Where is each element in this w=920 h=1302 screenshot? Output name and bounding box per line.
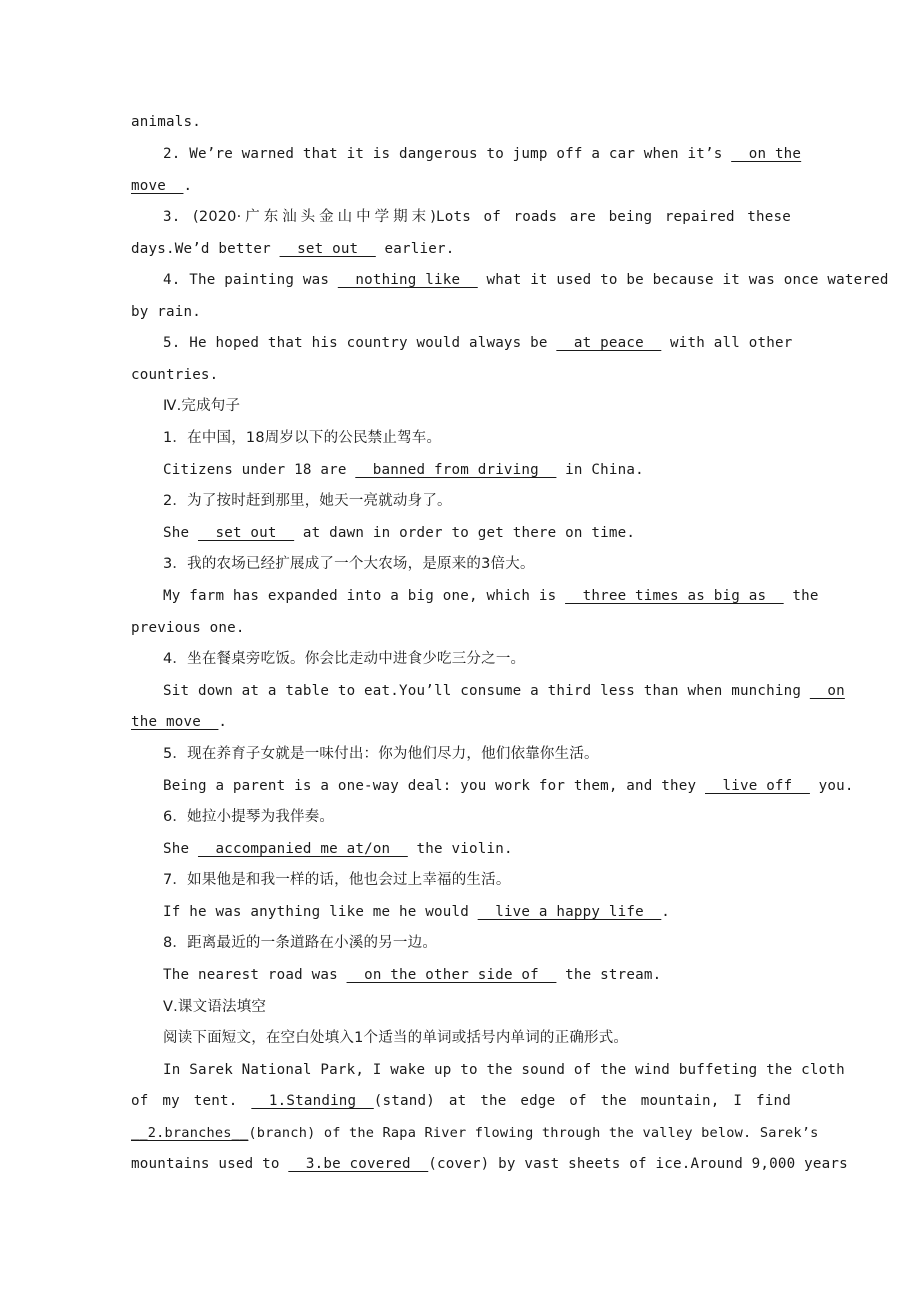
s4-item5-answer: __live off__ [705,778,810,794]
s4-item3-answer: __three times as big as__ [565,588,784,604]
blank-3: __3.be covered__ [288,1156,429,1172]
s4-item6-cn: 6．她拉小提琴为我伴奏。 [163,809,335,825]
q5-answer: __at peace__ [556,335,662,351]
s4-item8-en: The nearest road was __on the other side of__ the stream. [163,967,662,983]
q5-line2: countries. [131,367,219,383]
q4-line1: 4. The painting was __nothing like__ what it used to be because it was once watered [163,272,889,288]
s4-item6-en: She __accompanied me at/on__ the violin. [163,841,513,857]
q2-answer: __on the [731,146,802,162]
passage-line4: mountains used to __3.be covered__(cover) by vast sheets of ice.Around 9,000 years [131,1156,848,1172]
passage-line2: of my tent. __1.Standing__(stand) at the edge of the mountain, I find [131,1093,791,1109]
s4-item1-en: Citizens under 18 are __banned from driving__ in China. [163,462,644,478]
s4-item5-en: Being a parent is a one-way deal: you work for them, and they __live off__ you. [163,778,854,794]
s4-item3-en: My farm has expanded into a big one, which is __three times as big as__ the [163,588,819,604]
passage-line3: __2.branches__(branch) of the Rapa River flowing through the valley below. Sarek’s [131,1125,819,1141]
s4-item2-cn: 2．为了按时赶到那里，她天一亮就动身了。 [163,493,452,509]
q2-answer-cont: move__ [131,178,184,194]
section5-title: Ⅴ.课文语法填空 [163,999,267,1015]
s4-item6-answer: __accompanied me at/on__ [197,841,408,857]
s4-item8-cn: 8．距离最近的一条道路在小溪的另一边。 [163,935,438,951]
s4-item7-answer: __live a happy life__ [477,904,662,920]
s4-item7-cn: 7．如果他是和我一样的话，他也会过上幸福的生活。 [163,872,511,888]
q3-line1: 3. (2020·广东汕头金山中学期末)Lots of roads are being repaired these [163,209,791,225]
s4-item3-cn: 3．我的农场已经扩展成了一个大农场，是原来的3倍大。 [163,556,535,572]
passage-line1: In Sarek National Park, I wake up to the sound of the wind buffeting the cloth [163,1062,845,1078]
section4-title: Ⅳ.完成句子 [163,398,241,414]
q4-line2: by rain. [131,304,201,320]
s4-item8-answer: __on the other side of__ [346,967,557,983]
q2-line2: move__. [131,178,193,194]
s4-item4-answer: __on [809,683,845,699]
q4-answer: __nothing like__ [337,272,478,288]
s4-item2-en: She __set out__ at dawn in order to get there on time. [163,525,636,541]
s4-item3-en-line2: previous one. [131,620,245,636]
s4-item4-cn: 4．坐在餐桌旁吃饭。你会比走动中进食少吃三分之一。 [163,651,526,667]
q3-source: (2020·广东汕头金山中学期末) [193,209,437,225]
s4-item1-answer: __banned from driving__ [355,462,557,478]
q3-line2: days.We’d better __set out__ earlier. [131,241,455,257]
q3-answer: __set out__ [279,241,376,257]
s4-item4-en: Sit down at a table to eat.You’ll consume a third less than when munching __on [163,683,845,699]
s4-item4-en-line2: the move__. [131,714,228,730]
s4-item2-answer: __set out__ [197,525,295,541]
blank-1: __1.Standing__ [251,1093,374,1109]
s4-item4-answer-cont: the move__ [131,714,219,730]
s4-item7-en: If he was anything like me he would __live a happy life__. [163,904,671,920]
blank-2: __2.branches__ [131,1125,249,1141]
q1-tail: animals. [131,114,201,130]
q5-line1: 5. He hoped that his country would always be __at peace__ with all other [163,335,793,351]
s4-item1-cn: 1．在中国，18周岁以下的公民禁止驾车。 [163,430,442,446]
s4-item5-cn: 5．现在养育子女就是一味付出：你为他们尽力，他们依靠你生活。 [163,746,599,762]
q2-line1: 2. We’re warned that it is dangerous to jump off a car when it’s __on the [163,146,802,162]
section5-instruction: 阅读下面短文，在空白处填入1个适当的单词或括号内单词的正确形式。 [163,1030,629,1046]
